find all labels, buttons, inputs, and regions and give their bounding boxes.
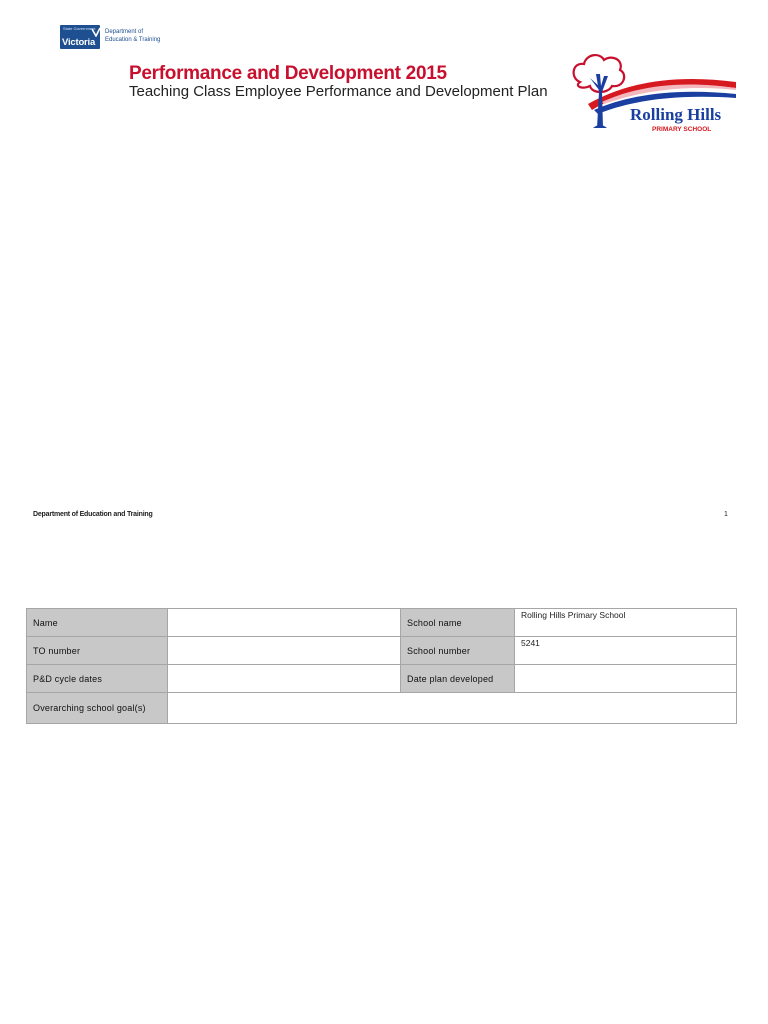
name-label: Name [27, 609, 168, 637]
victoria-badge [60, 25, 100, 49]
footer-department: Department of Education and Training [33, 511, 153, 518]
table-row [27, 609, 737, 637]
to-number-label: TO number [27, 637, 168, 665]
school-goals-label: Overarching school goal(s) [27, 693, 168, 724]
name-field[interactable] [168, 609, 401, 637]
department-line-2: Education & Training [105, 36, 161, 43]
department-name [105, 29, 160, 44]
victoria-wordmark: Victoria [62, 37, 96, 48]
pd-cycle-dates-label: P&D cycle dates [27, 665, 168, 693]
to-number-field[interactable] [168, 637, 401, 665]
school-logo [566, 52, 736, 132]
victoria-check-icon [91, 27, 101, 37]
department-logo [60, 25, 170, 51]
page-number: 1 [724, 511, 728, 518]
school-number-field[interactable]: 5241 [515, 637, 737, 665]
pd-cycle-dates-field[interactable] [168, 665, 401, 693]
state-government-label: State Government [63, 26, 96, 31]
document-title: Performance and Development 2015 [129, 63, 447, 84]
school-goals-field[interactable] [168, 693, 737, 724]
date-plan-developed-label: Date plan developed [401, 665, 515, 693]
employee-info-table [26, 608, 737, 724]
table-row [27, 693, 737, 724]
school-name-label: School name [401, 609, 515, 637]
school-logo-name: Rolling Hills [630, 105, 722, 124]
school-logo-tagline: PRIMARY SCHOOL [652, 126, 712, 132]
table-row [27, 637, 737, 665]
school-number-label: School number [401, 637, 515, 665]
table-row [27, 665, 737, 693]
document-subtitle: Teaching Class Employee Performance and Development Plan [129, 83, 548, 100]
school-name-field[interactable]: Rolling Hills Primary School [515, 609, 737, 637]
date-plan-developed-field[interactable] [515, 665, 737, 693]
department-line-1: Department of [105, 29, 144, 35]
